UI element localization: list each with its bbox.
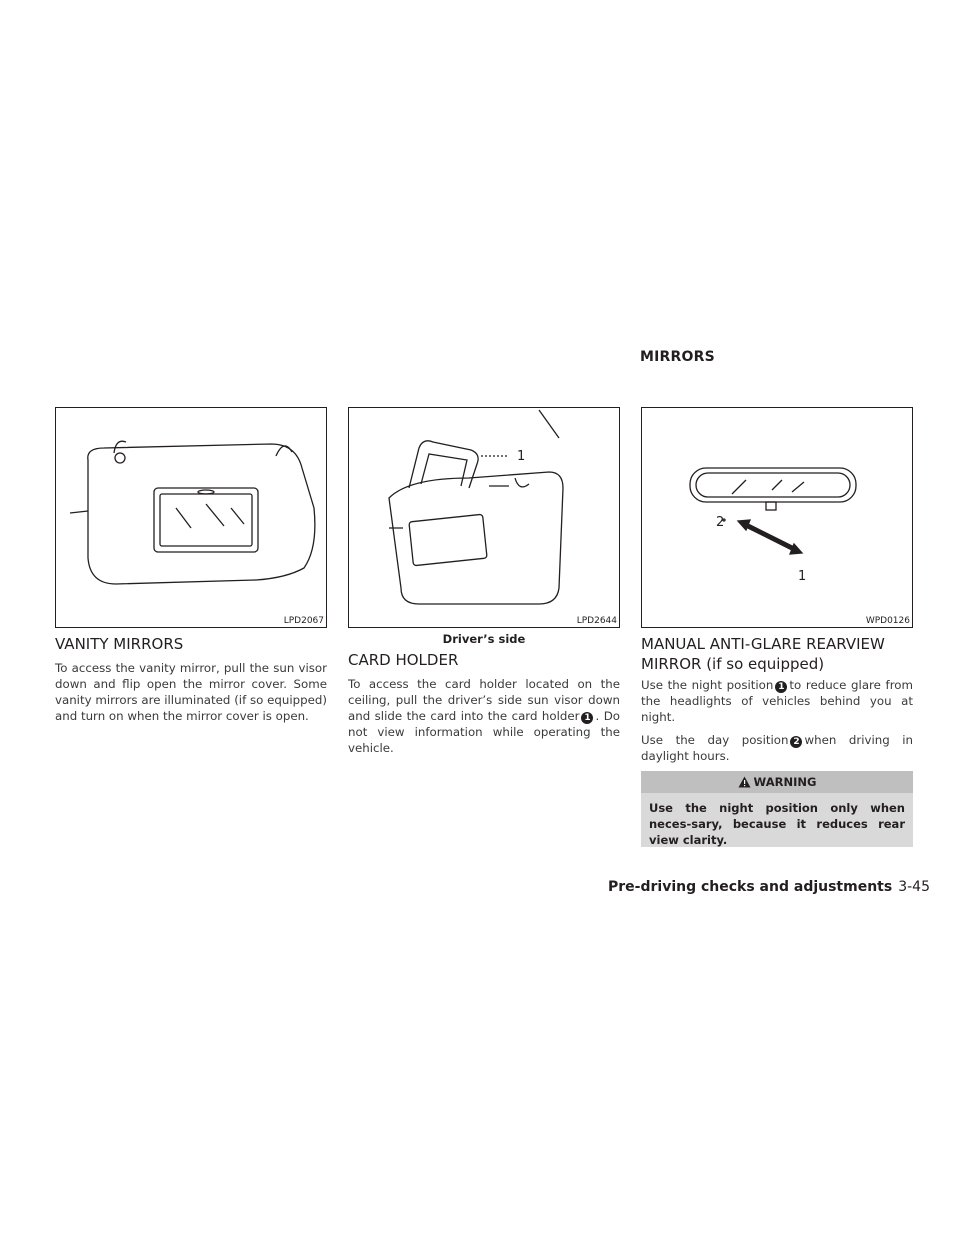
callout-2-marker: 2 xyxy=(790,736,802,748)
night-text-end: to reduce glare from the headlights of vehicles behind you at night. xyxy=(641,678,913,724)
vanity-mirrors-heading: VANITY MIRRORS xyxy=(55,635,184,653)
day-text-end: when driving in daylight hours. xyxy=(641,733,913,763)
card-holder-heading: CARD HOLDER xyxy=(348,651,459,669)
figure-card-holder xyxy=(348,407,620,628)
vanity-mirror-illustration xyxy=(56,408,328,629)
callout-1-marker: 1 xyxy=(775,681,787,693)
warning-text: Use the night position only when neces-sary, because it reduces rear view clarity. xyxy=(649,801,905,847)
warning-title-bar xyxy=(641,771,913,793)
section-header: MIRRORS xyxy=(640,349,715,365)
card-holder-body-start: To access the card holder located on the ceiling, pull the driver’s side sun visor down and slide the card into the card holder xyxy=(348,677,620,723)
figure-code: LPD2067 xyxy=(283,616,324,626)
figure-code: WPD0126 xyxy=(865,616,910,626)
callout-1-label: 1 xyxy=(517,449,526,464)
callout-1-label: 1 xyxy=(798,569,807,584)
vanity-mirrors-body: To access the vanity mirror, pull the sun visor down and flip open the mirror cover. Some vanity mirrors are illuminated (if so equipped) and turn on when the mirror cover is open. xyxy=(55,661,327,723)
footer-chapter-title: Pre-driving checks and adjustments xyxy=(608,879,893,895)
anti-glare-heading-line1: MANUAL ANTI-GLARE REARVIEW xyxy=(641,635,885,653)
page-footer xyxy=(608,879,930,895)
warning-icon xyxy=(738,773,751,795)
night-text-start: Use the night position xyxy=(641,678,774,692)
day-text-start: Use the day position xyxy=(641,733,789,747)
callout-2-label: 2 xyxy=(716,515,725,530)
page-number: 3-45 xyxy=(898,879,930,895)
figure-vanity-mirror xyxy=(55,407,327,628)
figure-code: LPD2644 xyxy=(576,616,617,626)
card-holder-illustration xyxy=(349,408,621,629)
anti-glare-day-paragraph xyxy=(641,732,913,764)
warning-title: WARNING xyxy=(753,775,817,789)
callout-1-marker: 1 xyxy=(581,712,593,724)
card-holder-body-end: . Do not view information while operating the vehicle. xyxy=(348,709,621,755)
card-holder-body xyxy=(348,676,620,756)
anti-glare-night-paragraph xyxy=(641,677,913,725)
warning-box xyxy=(641,771,913,847)
anti-glare-heading-line2: MIRROR (if so equipped) xyxy=(641,655,825,673)
figure-caption: Driver’s side xyxy=(442,632,526,646)
rearview-mirror-illustration xyxy=(642,408,914,629)
figure-rearview-mirror xyxy=(641,407,913,628)
anti-glare-heading xyxy=(641,634,885,674)
